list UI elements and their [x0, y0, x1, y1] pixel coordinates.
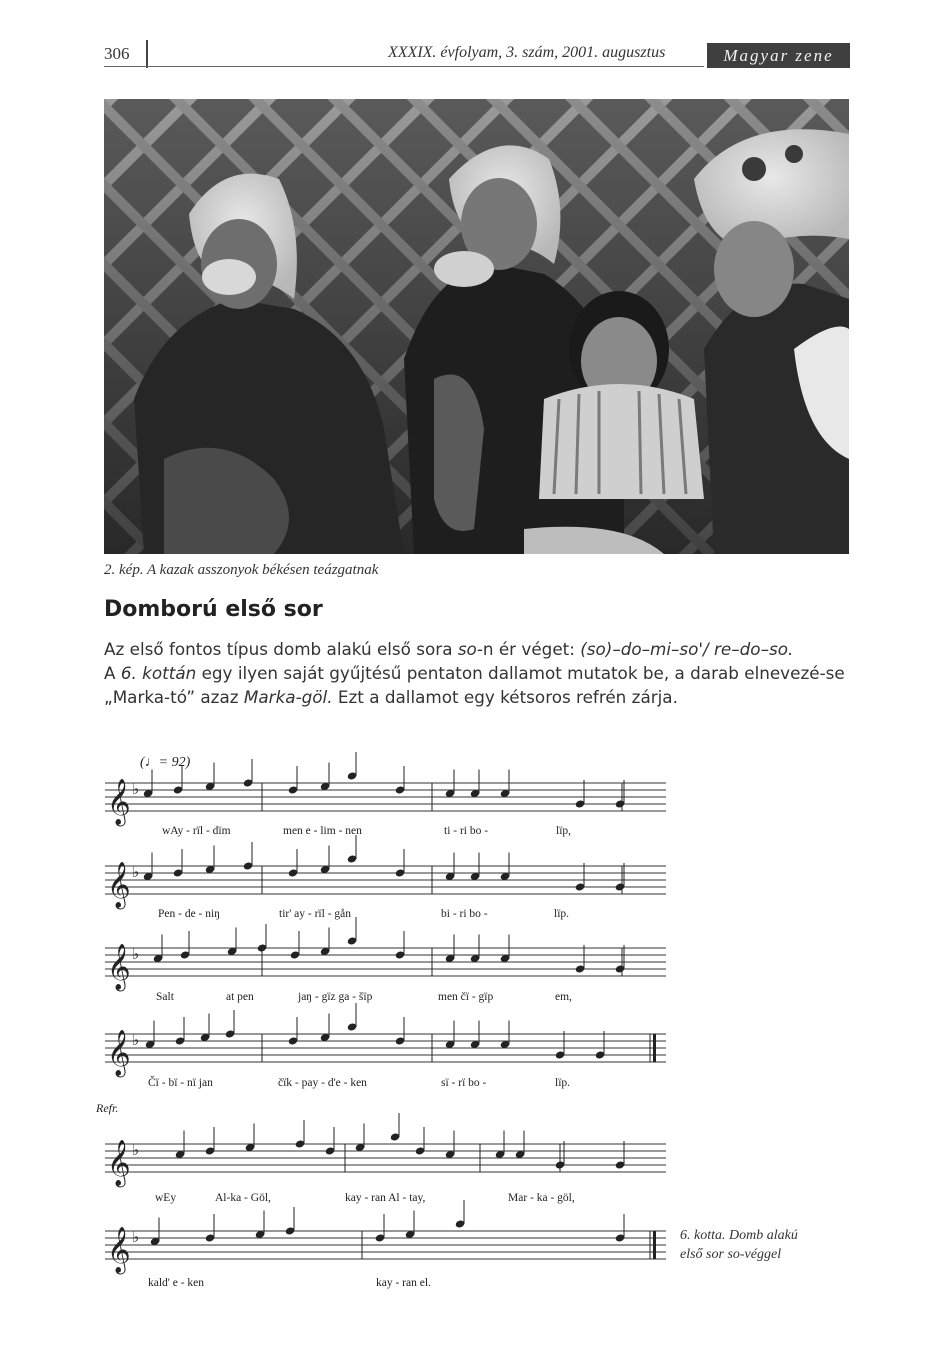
lyric: wAy - rïl - dïm	[162, 825, 231, 837]
tempo-marking: (♩= 92)	[140, 755, 191, 770]
final-barline	[653, 1034, 656, 1062]
note-head	[347, 771, 358, 780]
lyric: ti - ri bo -	[444, 825, 489, 837]
note-head	[255, 1230, 266, 1239]
note-head	[470, 872, 481, 881]
note-head	[355, 1143, 366, 1152]
note-head	[347, 936, 358, 945]
note-head	[243, 778, 254, 787]
final-barline	[653, 1231, 656, 1259]
note-head	[575, 882, 586, 891]
header-rule	[104, 66, 704, 67]
lyric: kay - ran el.	[376, 1277, 431, 1289]
key-flat: ♭	[132, 780, 140, 799]
note-head	[200, 1033, 211, 1042]
lyric: Čï - bï - nï jan	[148, 1077, 213, 1089]
note-head	[395, 785, 406, 794]
note-head	[500, 789, 511, 798]
lyric: kay - ran Al - tay,	[345, 1192, 426, 1204]
note-head	[390, 1132, 401, 1141]
key-flat: ♭	[132, 945, 140, 964]
note-head	[515, 1150, 526, 1159]
note-head	[445, 1040, 456, 1049]
lyric: bi - ri bo -	[441, 908, 488, 920]
note-head	[470, 789, 481, 798]
note-head	[395, 1036, 406, 1045]
note-head	[500, 954, 511, 963]
note-head	[153, 954, 164, 963]
staff-system	[105, 752, 666, 827]
lyric: lïp.	[555, 1077, 571, 1089]
note-head	[205, 865, 216, 874]
staff-system	[105, 835, 666, 910]
page-number: 306	[104, 44, 130, 63]
note-head	[320, 1033, 331, 1042]
note-head	[415, 1146, 426, 1155]
note-head	[143, 789, 154, 798]
note-head	[555, 1050, 566, 1059]
note-head	[395, 950, 406, 959]
note-head	[347, 1022, 358, 1031]
photo-kazakh-women	[104, 99, 849, 554]
note-head	[320, 947, 331, 956]
lyric: at pen	[226, 991, 254, 1003]
note-head	[145, 1040, 156, 1049]
note-head	[615, 882, 626, 891]
treble-clef: 𝄞	[107, 1030, 131, 1076]
note-head	[445, 872, 456, 881]
section-heading: Domború első sor	[104, 597, 323, 622]
lyric: jaŋ - gïz ga - šïp	[298, 991, 373, 1003]
lyric: Salt	[156, 991, 174, 1003]
text-run: Ezt a dallamot egy kétsoros refrén zárja.	[332, 687, 678, 707]
note-head	[555, 1160, 566, 1169]
note-head	[615, 1233, 626, 1242]
treble-clef: 𝄞	[107, 1140, 131, 1186]
note-head	[288, 868, 299, 877]
note-head	[227, 947, 238, 956]
staff-system	[105, 1200, 666, 1275]
treble-clef: 𝄞	[107, 1227, 131, 1273]
note-head	[495, 1150, 506, 1159]
note-head	[225, 1029, 236, 1038]
key-flat: ♭	[132, 863, 140, 882]
article-paragraph	[104, 637, 854, 709]
text-run: Az első fontos típus domb alakú első sora	[104, 639, 458, 659]
note-head	[405, 1230, 416, 1239]
lyric: lïp,	[556, 825, 572, 837]
note-head	[575, 964, 586, 973]
lyric: Pen - de - niŋ	[158, 908, 220, 920]
note-head	[173, 868, 184, 877]
note-head	[175, 1036, 186, 1045]
lyric: kald' e - ken	[148, 1277, 205, 1289]
staff-system	[105, 1113, 666, 1188]
note-head	[290, 950, 301, 959]
note-head	[285, 1226, 296, 1235]
refrain-label: Refr.	[96, 1101, 119, 1115]
note-head	[500, 1040, 511, 1049]
note-head	[445, 789, 456, 798]
staff-system	[105, 917, 666, 992]
key-flat: ♭	[132, 1228, 140, 1247]
note-head	[175, 1150, 186, 1159]
note-head	[445, 1150, 456, 1159]
lyric: men čï - gïp	[438, 991, 494, 1003]
lyric: sï - rï bo -	[441, 1077, 487, 1089]
lyric: wEy	[155, 1192, 177, 1204]
text-run: -n ér véget:	[476, 639, 581, 659]
staff-system	[105, 1003, 666, 1078]
lyric: men e - lim - nen	[283, 825, 362, 837]
note-head	[173, 785, 184, 794]
note-head	[455, 1219, 466, 1228]
header-divider	[146, 40, 148, 68]
text-run: A	[104, 663, 121, 683]
note-head	[615, 1160, 626, 1169]
italic-run: (so)–do–mi–so'/ re–do–so.	[580, 639, 794, 659]
note-head	[595, 1050, 606, 1059]
note-head	[143, 872, 154, 881]
note-head	[445, 954, 456, 963]
lyric: Mar - ka - göl,	[508, 1192, 575, 1204]
note-head	[500, 872, 511, 881]
score-caption-line: első sor so-véggel	[680, 1247, 782, 1262]
note-head	[205, 782, 216, 791]
section-badge: Magyar zene	[707, 43, 850, 68]
key-flat: ♭	[132, 1031, 140, 1050]
score-caption	[680, 1226, 798, 1264]
lyric: tir' ay - rïl - gån	[279, 908, 352, 920]
lyric: čïk - pay - d'e - ken	[278, 1077, 367, 1089]
note-head	[288, 785, 299, 794]
note-head	[295, 1139, 306, 1148]
note-head	[205, 1146, 216, 1155]
journal-issue: XXXIX. évfolyam, 3. szám, 2001. augusztus	[388, 44, 666, 61]
score-caption-line: 6. kotta. Domb alakú	[680, 1228, 798, 1243]
note-head	[325, 1146, 336, 1155]
note-head	[243, 861, 254, 870]
note-head	[205, 1233, 216, 1242]
note-head	[470, 954, 481, 963]
key-flat: ♭	[132, 1141, 140, 1160]
treble-clef: 𝄞	[107, 862, 131, 908]
note-head	[245, 1143, 256, 1152]
note-head	[288, 1036, 299, 1045]
treble-clef: 𝄞	[107, 779, 131, 825]
lyric: Al-ka - Göl,	[215, 1192, 271, 1204]
text-run: egy ilyen saját gyűjtésű pentaton dallamot mutatok be, a darab elnevezé-se „Marka-tó” azaz	[104, 663, 845, 707]
photo-caption: 2. kép. A kazak asszonyok békésen teázgatnak	[104, 562, 379, 578]
note-head	[375, 1233, 386, 1242]
lyric: lïp.	[554, 908, 570, 920]
note-head	[180, 950, 191, 959]
note-head	[615, 799, 626, 808]
note-head	[575, 799, 586, 808]
italic-run: so	[457, 639, 477, 659]
note-head	[320, 865, 331, 874]
note-head	[470, 1040, 481, 1049]
italic-run: 6. kottán	[120, 663, 197, 683]
italic-run: Marka-göl.	[243, 687, 333, 707]
note-head	[615, 964, 626, 973]
note-head	[320, 782, 331, 791]
note-head	[150, 1237, 161, 1246]
note-head	[347, 854, 358, 863]
note-head	[395, 868, 406, 877]
note-head	[257, 943, 268, 952]
lyric: em,	[555, 991, 572, 1003]
treble-clef: 𝄞	[107, 944, 131, 990]
